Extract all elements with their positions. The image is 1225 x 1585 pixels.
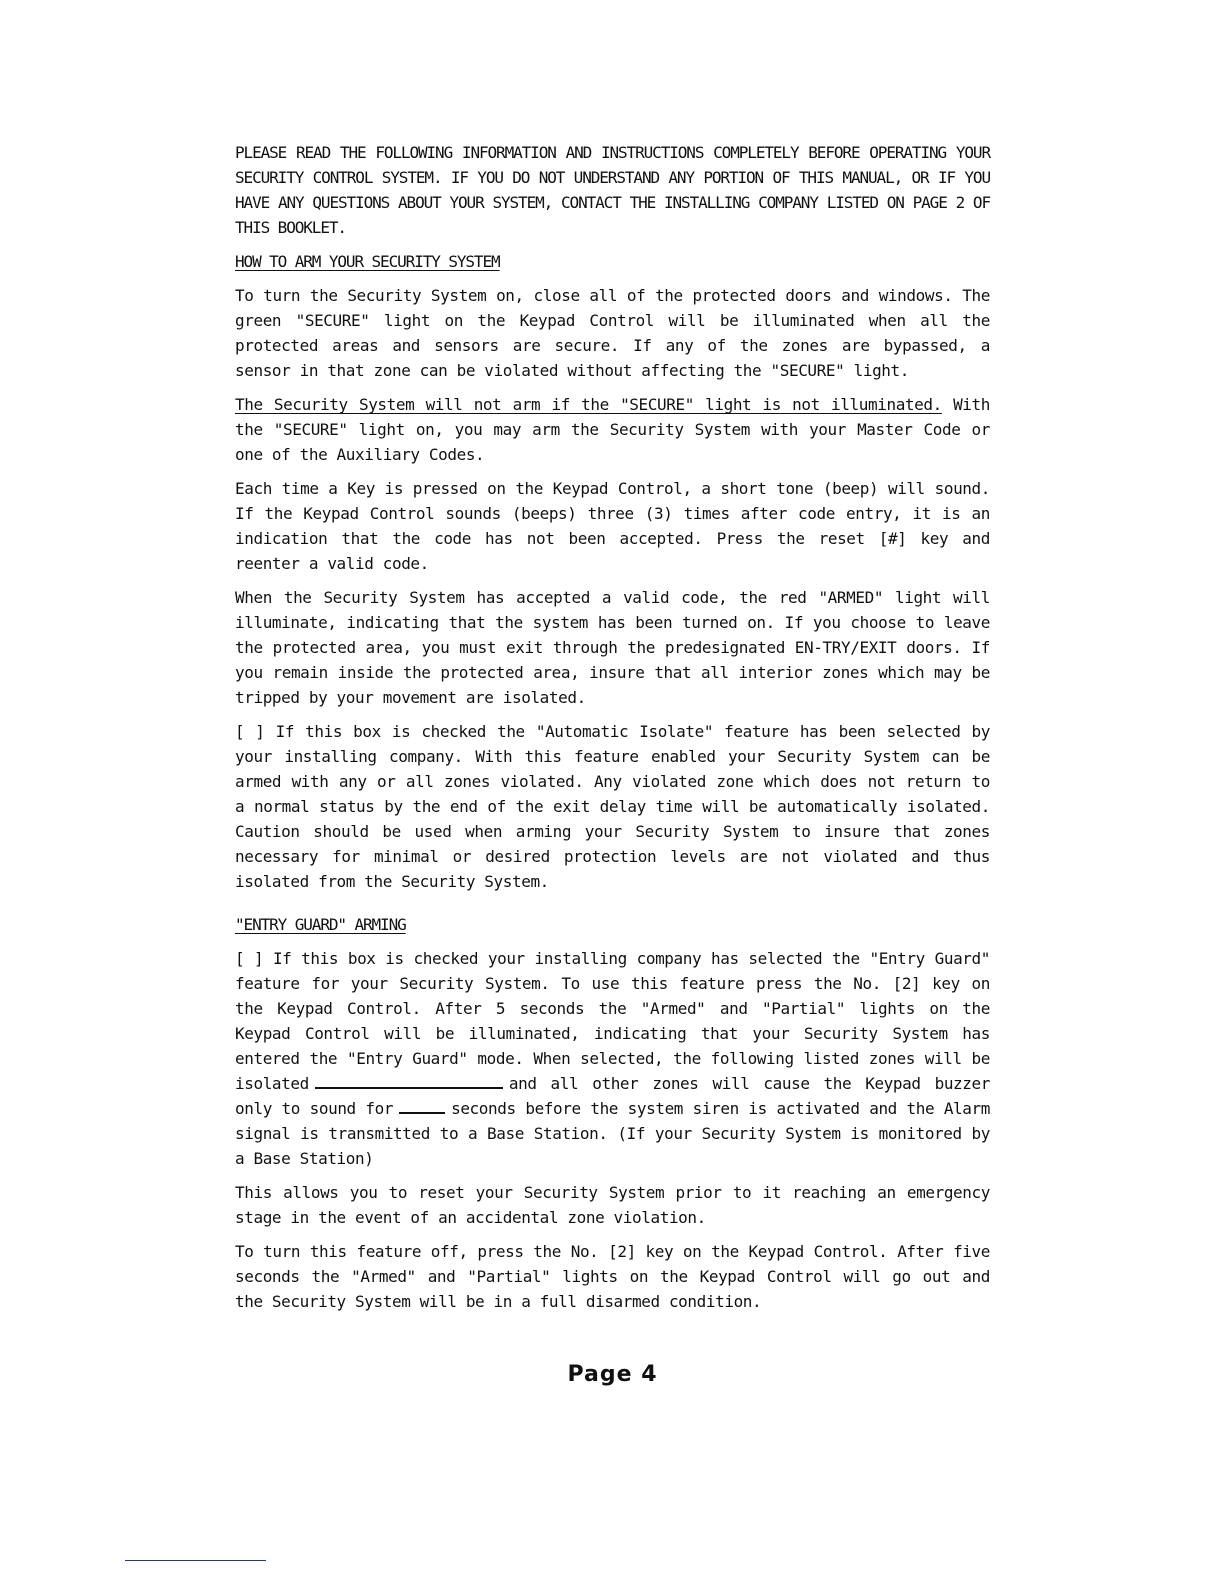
intro-paragraph: PLEASE READ THE FOLLOWING INFORMATION AND INSTRUCTIONS COMPLETELY BEFORE OPERATING YOUR SECURITY CONTROL SYSTEM. IF YOU DO NOT UNDERSTAND ANY PORTION OF THIS MANUAL, OR IF YOU HAVE ANY QUESTIONS ABOUT YOUR SYSTEM, CONTACT THE INSTALLING COMPANY LISTED ON PAGE 2 OF THIS BOOKLET. [235,143,990,237]
isolated-zones-blank [315,1073,503,1089]
paragraph-entry-guard [235,946,990,1171]
paragraph-not-arm [235,392,990,467]
section-heading-arm: HOW TO ARM YOUR SECURITY SYSTEM [235,252,500,271]
seconds-blank [399,1098,445,1114]
manual-page [235,140,990,1323]
paragraph-each-key: Each time a Key is pressed on the Keypad Control, a short tone (beep) will sound. If the Keypad Control sounds (beeps) three (3) times after code entry, it is an indication that the code has not been accepted. Press the reset [#] key and reenter a valid code. [235,479,990,573]
paragraph-accepted: When the Security System has accepted a valid code, the red "ARMED" light will illuminate, indicating that the system has been turned on. If you choose to leave the protected area, you must exit through the predesignated EN-TRY/EXIT doors. If you remain inside the protected area, insure that all interior zones which may be tripped by your movement are isolated. [235,588,990,707]
paragraph-turn-off: To turn this feature off, press the No. [2] key on the Keypad Control. After five seconds the "Armed" and "Partial" lights on the Keypad Control will go out and the Security System will be in a full disarmed condition. [235,1242,990,1311]
paragraph-auto-isolate: [ ] If this box is checked the "Automatic Isolate" feature has been selected by your installing company. With this feature enabled your Security System can be armed with any or all zones violated. Any violated zone which does not return to a normal status by the end of the exit delay time will be automatically isolated. Caution should be used when arming your Security System to insure that zones necessary for minimal or desired protection levels are not violated and thus isolated from the Security System. [235,722,990,891]
page-number: Page 4 [567,1362,658,1387]
paragraph-allows: This allows you to reset your Security System prior to it reaching an emergency stage in the event of an accidental zone violation. [235,1183,990,1227]
entry-guard-text-1: [ ] If this box is checked your installing company has selected the "Entry Guard" feature for your Security System. To use this feature press the No. [2] key on the Keypad Control. After 5 seconds the "Armed" and "Partial" lights on the Keypad Control will be illuminated, indicating that your Security System has entered the "Entry Guard" mode. When selected, the following listed zones will be isolated [235,949,990,1093]
entry-guard-text-3: seconds before the system siren is activated and the Alarm signal is transmitted to a Base Station. (If your Security System is monitored by a Base Station) [235,1099,990,1168]
underlined-warning: The Security System will not arm if the "SECURE" light is not illuminated. [235,395,942,414]
footer-divider [125,1560,266,1561]
paragraph-not-arm-text: With the "SECURE" light on, you may arm the Security System with your Master Code or one of the Auxiliary Codes. [235,395,990,464]
paragraph-turn-on: To turn the Security System on, close all of the protected doors and windows. The green "SECURE" light on the Keypad Control will be illuminated when all the protected areas and sensors are secure. If any of the zones are bypassed, a sensor in that zone can be violated without affecting the "SECURE" light. [235,286,990,380]
entry-guard-text-2: and all other zones will cause the Keypad buzzer only to sound for [235,1074,990,1118]
section-heading-entry-guard: "ENTRY GUARD" ARMING [235,915,406,934]
